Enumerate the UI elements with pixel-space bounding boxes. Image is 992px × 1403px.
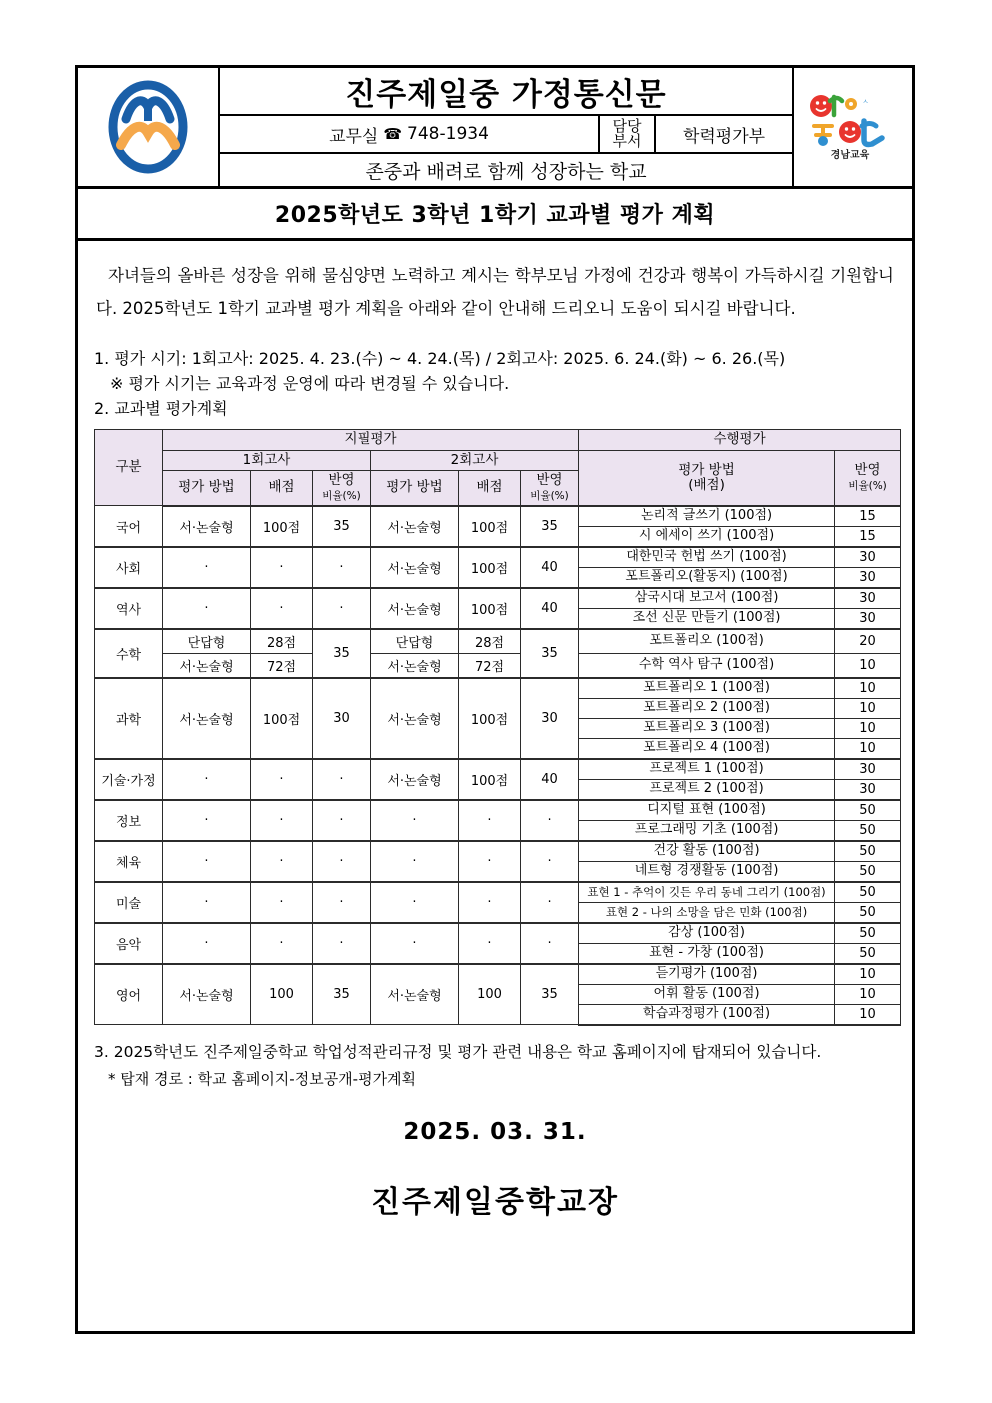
performance-name-cell: 어휘 활동 (100점) [579, 984, 835, 1004]
exam2-ratio-cell: 40 [521, 759, 579, 800]
school-crest-cell [78, 68, 220, 186]
header-e1-points: 배점 [251, 470, 313, 506]
performance-name-cell: 삼국시대 보고서 (100점) [579, 588, 835, 609]
header-pa-ratio-line2: 비율(%) [848, 479, 887, 492]
performance-name-cell: 시 에세이 쓰기 (100점) [579, 526, 835, 547]
performance-name-cell: 네트형 경쟁활동 (100점) [579, 861, 835, 882]
table-row [95, 882, 901, 903]
office-contact [220, 116, 600, 152]
note-item-2: 2. 교과별 평가계획 [94, 398, 228, 418]
exam1-method-cell: · [163, 759, 251, 800]
header-pa-method [579, 450, 835, 506]
performance-ratio-cell: 50 [835, 800, 901, 821]
exam2-method-cell: 서·논술형 [371, 759, 459, 800]
exam2-points-cell: 72점 [459, 653, 521, 678]
subject-cell: 음악 [95, 923, 163, 964]
table-row [95, 800, 901, 821]
performance-ratio-cell: 30 [835, 588, 901, 609]
footer-section [94, 1040, 896, 1221]
exam2-points-cell: · [459, 882, 521, 923]
exam1-method-cell: · [163, 923, 251, 964]
exam2-points-cell: 100점 [459, 678, 521, 759]
document-page [75, 65, 915, 1334]
exam1-points-cell: 28점 [251, 629, 313, 654]
subject-cell: 영어 [95, 964, 163, 1025]
exam1-ratio-cell: 35 [313, 964, 371, 1025]
exam2-points-cell: · [459, 923, 521, 964]
exam2-ratio-cell: 35 [521, 506, 579, 547]
exam1-method-cell: · [163, 882, 251, 923]
subject-cell: 역사 [95, 588, 163, 629]
performance-ratio-cell: 10 [835, 1004, 901, 1025]
principal-signature: 진주제일중학교장 [371, 1184, 619, 1220]
header-e1-ratio-line2: 비율(%) [322, 489, 361, 502]
header-e2-ratio-line1: 반영 [536, 471, 563, 488]
exam1-ratio-cell: · [313, 759, 371, 800]
performance-ratio-cell: 50 [835, 841, 901, 862]
exam1-method-cell: · [163, 547, 251, 588]
table-row [95, 923, 901, 944]
header-e1-method: 평가 방법 [163, 470, 251, 506]
performance-name-cell: 조선 신문 만들기 (100점) [579, 608, 835, 629]
table-body [95, 506, 901, 1025]
performance-ratio-cell: 10 [835, 678, 901, 699]
header-written-eval: 지필평가 [163, 430, 579, 450]
header-e1-ratio [313, 470, 371, 506]
exam2-method-cell: · [371, 923, 459, 964]
note-item-1-sub: ※ 평가 시기는 교육과정 운영에 따라 변경될 수 있습니다. [110, 373, 510, 393]
exam2-method-cell: 서·논술형 [371, 678, 459, 759]
exam1-method-cell: 서·논술형 [163, 653, 251, 678]
performance-ratio-cell: 30 [835, 779, 901, 800]
subject-cell: 사회 [95, 547, 163, 588]
exam1-points-cell: 72점 [251, 653, 313, 678]
document-body [78, 241, 912, 1221]
performance-ratio-cell: 15 [835, 506, 901, 527]
performance-ratio-cell: 50 [835, 882, 901, 903]
masthead-contact-row [220, 116, 792, 154]
exam2-points-cell: · [459, 841, 521, 882]
header-e2-method: 평가 방법 [371, 470, 459, 506]
table-header [95, 430, 901, 506]
svg-text:ㅅ: ㅅ [862, 98, 869, 106]
department-label-line1: 담당 [612, 116, 642, 135]
exam1-method-cell: 서·논술형 [163, 964, 251, 1025]
performance-name-cell: 포트폴리오 3 (100점) [579, 718, 835, 738]
exam1-points-cell: 100 [251, 964, 313, 1025]
subject-cell: 미술 [95, 882, 163, 923]
exam1-ratio-cell: · [313, 800, 371, 841]
exam2-ratio-cell: · [521, 800, 579, 841]
exam1-ratio-cell: 35 [313, 629, 371, 678]
subject-cell: 정보 [95, 800, 163, 841]
exam1-method-cell: · [163, 588, 251, 629]
performance-ratio-cell: 50 [835, 820, 901, 841]
exam2-method-cell: · [371, 800, 459, 841]
exam1-points-cell: · [251, 588, 313, 629]
exam1-ratio-cell: · [313, 882, 371, 923]
exam1-points-cell: · [251, 923, 313, 964]
exam2-ratio-cell: 40 [521, 547, 579, 588]
performance-ratio-cell: 20 [835, 629, 901, 654]
telephone-icon: ☎ [383, 125, 403, 143]
exam1-method-cell: 단답형 [163, 629, 251, 654]
exam2-points-cell: 100 [459, 964, 521, 1025]
exam1-ratio-cell: · [313, 547, 371, 588]
exam1-method-cell: · [163, 800, 251, 841]
exam2-ratio-cell: 40 [521, 588, 579, 629]
exam1-ratio-cell: · [313, 923, 371, 964]
exam2-method-cell: 서·논술형 [371, 547, 459, 588]
header-exam2: 2회고사 [371, 450, 579, 470]
page-title: 2025학년도 3학년 1학기 교과별 평가 계획 [78, 189, 912, 241]
header-pa-ratio-line1: 반영 [854, 461, 881, 478]
performance-ratio-cell: 50 [835, 923, 901, 944]
exam2-points-cell: 100점 [459, 588, 521, 629]
masthead-middle [220, 68, 792, 186]
office-phone: 748-1934 [407, 124, 489, 144]
performance-ratio-cell: 30 [835, 547, 901, 568]
exam1-points-cell: 100점 [251, 678, 313, 759]
department-value: 학력평가부 [682, 126, 766, 147]
exam2-points-cell: 28점 [459, 629, 521, 654]
performance-ratio-cell: 10 [835, 718, 901, 738]
table-row [95, 629, 901, 654]
performance-name-cell: 표현 2 - 나의 소망을 담은 민화 (100점) [579, 902, 835, 923]
school-motto: 존중과 배려로 함께 성장하는 학교 [365, 160, 647, 183]
header-exam1: 1회고사 [163, 450, 371, 470]
exam2-method-cell: 서·논술형 [371, 653, 459, 678]
performance-name-cell: 포트폴리오 1 (100점) [579, 678, 835, 699]
performance-ratio-cell: 30 [835, 567, 901, 588]
performance-ratio-cell: 15 [835, 526, 901, 547]
exam1-points-cell: · [251, 800, 313, 841]
exam2-ratio-cell: 35 [521, 629, 579, 678]
department-label-line2: 부서 [612, 132, 642, 150]
performance-ratio-cell: 30 [835, 608, 901, 629]
subject-cell: 체육 [95, 841, 163, 882]
performance-name-cell: 듣기평가 (100점) [579, 964, 835, 985]
performance-ratio-cell: 30 [835, 759, 901, 780]
table-row [95, 506, 901, 527]
performance-ratio-cell: 10 [835, 653, 901, 678]
performance-name-cell: 프로젝트 2 (100점) [579, 779, 835, 800]
performance-ratio-cell: 10 [835, 738, 901, 759]
masthead [78, 68, 912, 189]
school-crest-icon [106, 79, 190, 175]
subject-cell: 기술·가정 [95, 759, 163, 800]
exam1-method-cell: · [163, 841, 251, 882]
subject-cell: 수학 [95, 629, 163, 678]
exam2-method-cell: 서·논술형 [371, 588, 459, 629]
exam2-points-cell: 100점 [459, 759, 521, 800]
exam2-method-cell: · [371, 841, 459, 882]
svg-text:경남교육: 경남교육 [830, 150, 870, 161]
exam2-ratio-cell: 35 [521, 964, 579, 1025]
gyeongnam-education-logo-icon [806, 90, 900, 164]
greeting-paragraph: 자녀들의 올바른 성장을 위해 물심양면 노력하고 계시는 학부모님 가정에 건강과 행복이 가득하시길 기원합니다. 2025학년도 1학기 교과별 평가 계획을 아래와 같이 안내해 드리오니 도움이 되시길 바랍니다. [96, 266, 894, 318]
exam2-method-cell: · [371, 882, 459, 923]
evaluation-plan-table [94, 429, 901, 1025]
header-e2-points: 배점 [459, 470, 521, 506]
performance-name-cell: 포트폴리오 4 (100점) [579, 738, 835, 759]
exam2-points-cell: 100점 [459, 547, 521, 588]
performance-name-cell: 감상 (100점) [579, 923, 835, 944]
exam1-ratio-cell: · [313, 588, 371, 629]
table-row [95, 588, 901, 609]
subject-cell: 국어 [95, 506, 163, 547]
notes-section [94, 347, 896, 421]
exam2-method-cell: 서·논술형 [371, 506, 459, 547]
table-row [95, 653, 901, 678]
gyeongnam-education-cell [792, 68, 912, 186]
performance-name-cell: 학습과정평가 (100점) [579, 1004, 835, 1025]
exam1-method-cell: 서·논술형 [163, 506, 251, 547]
footer-item-3: 3. 2025학년도 진주제일중학교 학업성적관리규정 및 평가 관련 내용은 학교 홈페이지에 탑재되어 있습니다. [94, 1042, 822, 1061]
header-pa-method-line2: (배점) [688, 476, 725, 493]
exam1-ratio-cell: · [313, 841, 371, 882]
header-performance-eval: 수행평가 [579, 430, 901, 450]
header-pa-method-line1: 평가 방법 [678, 461, 735, 478]
subject-cell: 과학 [95, 678, 163, 759]
department-label [600, 116, 656, 152]
performance-name-cell: 건강 활동 (100점) [579, 841, 835, 862]
header-e1-ratio-line1: 반영 [328, 471, 355, 488]
performance-name-cell: 논리적 글쓰기 (100점) [579, 506, 835, 527]
exam1-points-cell: · [251, 759, 313, 800]
performance-name-cell: 대한민국 헌법 쓰기 (100점) [579, 547, 835, 568]
exam1-points-cell: · [251, 882, 313, 923]
issue-date: 2025. 03. 31. [403, 1118, 587, 1145]
performance-name-cell: 포트폴리오(활동지) (100점) [579, 567, 835, 588]
exam1-ratio-cell: 30 [313, 678, 371, 759]
exam2-points-cell: · [459, 800, 521, 841]
performance-ratio-cell: 50 [835, 861, 901, 882]
table-row [95, 547, 901, 568]
exam2-method-cell: 단답형 [371, 629, 459, 654]
performance-name-cell: 포트폴리오 2 (100점) [579, 698, 835, 718]
header-pa-ratio [835, 450, 901, 506]
performance-name-cell: 디지털 표현 (100점) [579, 800, 835, 821]
footer-item-3-sub: * 탑재 경로 : 학교 홈페이지-정보공개-평가계획 [108, 1069, 417, 1088]
newsletter-title: 진주제일중 가정통신문 [220, 68, 792, 116]
table-header-row-2 [95, 450, 901, 470]
performance-ratio-cell: 50 [835, 943, 901, 964]
office-label: 교무실 [329, 126, 379, 147]
performance-name-cell: 프로젝트 1 (100점) [579, 759, 835, 780]
header-gubun: 구분 [95, 430, 163, 506]
performance-name-cell: 표현 1 - 추억이 깃든 우리 동네 그리기 (100점) [579, 882, 835, 903]
performance-ratio-cell: 10 [835, 984, 901, 1004]
performance-name-cell: 표현 - 가창 (100점) [579, 943, 835, 964]
header-e2-ratio [521, 470, 579, 506]
note-item-1: 1. 평가 시기: 1회고사: 2025. 4. 23.(수) ~ 4. 24.(목) / 2회고사: 2025. 6. 24.(화) ~ 6. 26.(목) [94, 349, 786, 368]
exam2-ratio-cell: · [521, 882, 579, 923]
exam2-ratio-cell: · [521, 923, 579, 964]
performance-name-cell: 수학 역사 탐구 (100점) [579, 653, 835, 678]
performance-name-cell: 포트폴리오 (100점) [579, 629, 835, 654]
performance-ratio-cell: 50 [835, 902, 901, 923]
exam1-points-cell: · [251, 547, 313, 588]
exam1-points-cell: 100점 [251, 506, 313, 547]
header-e2-ratio-line2: 비율(%) [530, 489, 569, 502]
exam2-ratio-cell: · [521, 841, 579, 882]
exam2-points-cell: 100점 [459, 506, 521, 547]
performance-ratio-cell: 10 [835, 698, 901, 718]
table-row [95, 841, 901, 862]
table-header-row-1 [95, 430, 901, 450]
exam1-points-cell: · [251, 841, 313, 882]
exam1-ratio-cell: 35 [313, 506, 371, 547]
table-row [95, 678, 901, 699]
table-row [95, 759, 901, 780]
exam1-method-cell: 서·논술형 [163, 678, 251, 759]
exam2-method-cell: 서·논술형 [371, 964, 459, 1025]
table-row [95, 964, 901, 985]
exam2-ratio-cell: 30 [521, 678, 579, 759]
performance-name-cell: 프로그래밍 기초 (100점) [579, 820, 835, 841]
performance-ratio-cell: 10 [835, 964, 901, 985]
